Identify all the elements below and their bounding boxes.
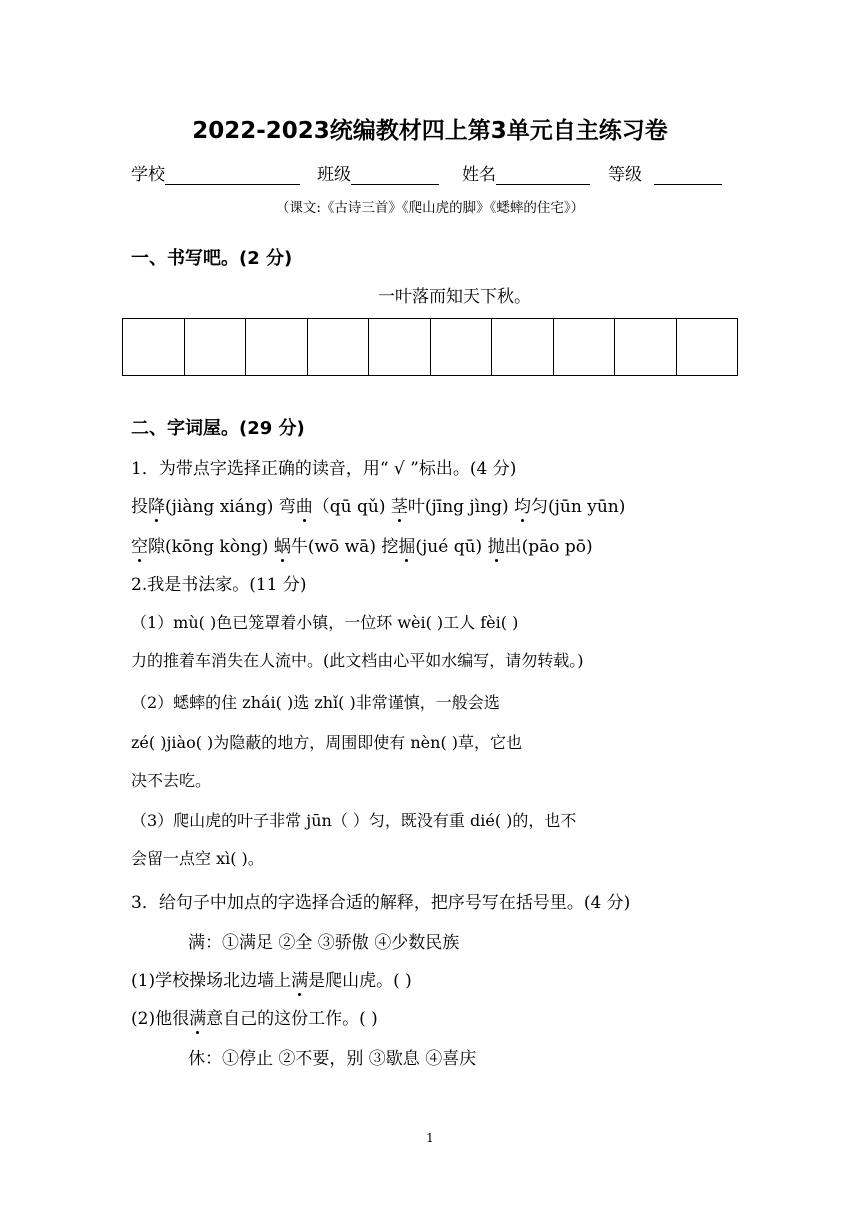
grade-blank[interactable] xyxy=(654,166,722,185)
copy-sentence: 一叶落而知天下秋。 xyxy=(378,287,531,307)
grid-cell[interactable] xyxy=(492,319,554,375)
grid-cell[interactable] xyxy=(246,319,308,375)
q1-row1 xyxy=(131,492,731,517)
q1-item[interactable]: 蜗牛(wō wā) xyxy=(273,537,376,557)
class-label: 班级 xyxy=(317,165,351,185)
grid-cell[interactable] xyxy=(431,319,493,375)
q1-item[interactable]: 空隙(kōng kòng) xyxy=(131,537,269,557)
q3-title: 3．给句子中加点的字选择合适的解释，把序号写在括号里。(4 分) xyxy=(131,893,631,913)
q2-line: 会留一点空 xì( )。 xyxy=(131,849,264,868)
q1-item[interactable]: 茎叶(jīng jìng) xyxy=(390,497,509,517)
name-blank[interactable] xyxy=(496,166,590,185)
grid-cell[interactable] xyxy=(308,319,370,375)
man-options: 满：①满足 ②全 ③骄傲 ④少数民族 xyxy=(188,933,460,953)
q1-item[interactable]: 投降(jiàng xiáng) xyxy=(131,497,274,517)
grid-cell[interactable] xyxy=(554,319,616,375)
grid-cell[interactable] xyxy=(369,319,431,375)
grade-label: 等级 xyxy=(608,165,642,185)
grade-field[interactable] xyxy=(608,160,722,185)
q1-title: 1．为带点字选择正确的读音，用“ √ ”标出。(4 分) xyxy=(131,459,517,479)
q2-line: 决不去吃。 xyxy=(131,771,212,790)
grid-cell[interactable] xyxy=(615,319,677,375)
name-label: 姓名 xyxy=(462,165,496,185)
q2-line: （3）爬山虎的叶子非常 jūn（ ）匀，既没有重 dié( )的，也不 xyxy=(131,811,577,830)
q2-line: zé( )jiào( )为隐蔽的地方，周围即使有 nèn( )草，它也 xyxy=(131,733,523,752)
q3-sentence-2[interactable]: (2)他很满意自己的这份工作。( ) xyxy=(131,1009,378,1029)
lesson-note: （课文:《古诗三首》《爬山虎的脚》《蟋蟀的住宅》） xyxy=(275,200,585,216)
class-field[interactable] xyxy=(317,160,439,185)
q1-item[interactable]: 抛出(pāo pō) xyxy=(487,537,593,557)
q2-line: （1）mù( )色已笼罩着小镇，一位环 wèi( )工人 fèi( ) xyxy=(131,613,519,632)
grid-cell[interactable] xyxy=(185,319,247,375)
q3-sentence-1[interactable]: (1)学校操场北边墙上满是爬山虎。( ) xyxy=(131,971,412,991)
school-label: 学校 xyxy=(131,165,165,185)
grid-cell[interactable] xyxy=(677,319,738,375)
grid-cell[interactable] xyxy=(123,319,185,375)
page-title: 2022-2023统编教材四上第3单元自主练习卷 xyxy=(192,118,668,144)
q1-item[interactable]: 均匀(jūn yūn) xyxy=(514,497,626,517)
q2-line: 力的推着车消失在人流中。(此文档由心平如水编写，请勿转载。) xyxy=(131,651,584,670)
q1-item[interactable]: 挖掘(jué qū) xyxy=(381,537,483,557)
school-blank[interactable] xyxy=(165,166,300,185)
q2-line: （2）蟋蟀的住 zhái( )选 zhǐ( )非常谨慎，一般会选 xyxy=(131,693,500,712)
name-field[interactable] xyxy=(462,160,590,185)
class-blank[interactable] xyxy=(351,166,439,185)
section2-heading: 二、字词屋。(29 分) xyxy=(131,418,305,439)
section1-heading: 一、书写吧。(2 分) xyxy=(131,248,293,269)
q1-item[interactable]: 弯曲（qū qǔ) xyxy=(278,497,386,517)
xiu-options: 休：①停止 ②不要，别 ③歇息 ④喜庆 xyxy=(188,1049,477,1069)
q1-row2 xyxy=(131,532,593,557)
writing-grid[interactable] xyxy=(122,318,738,376)
q2-title: 2.我是书法家。(11 分) xyxy=(131,575,307,595)
school-field[interactable] xyxy=(131,160,300,185)
page-number: 1 xyxy=(426,1131,434,1145)
